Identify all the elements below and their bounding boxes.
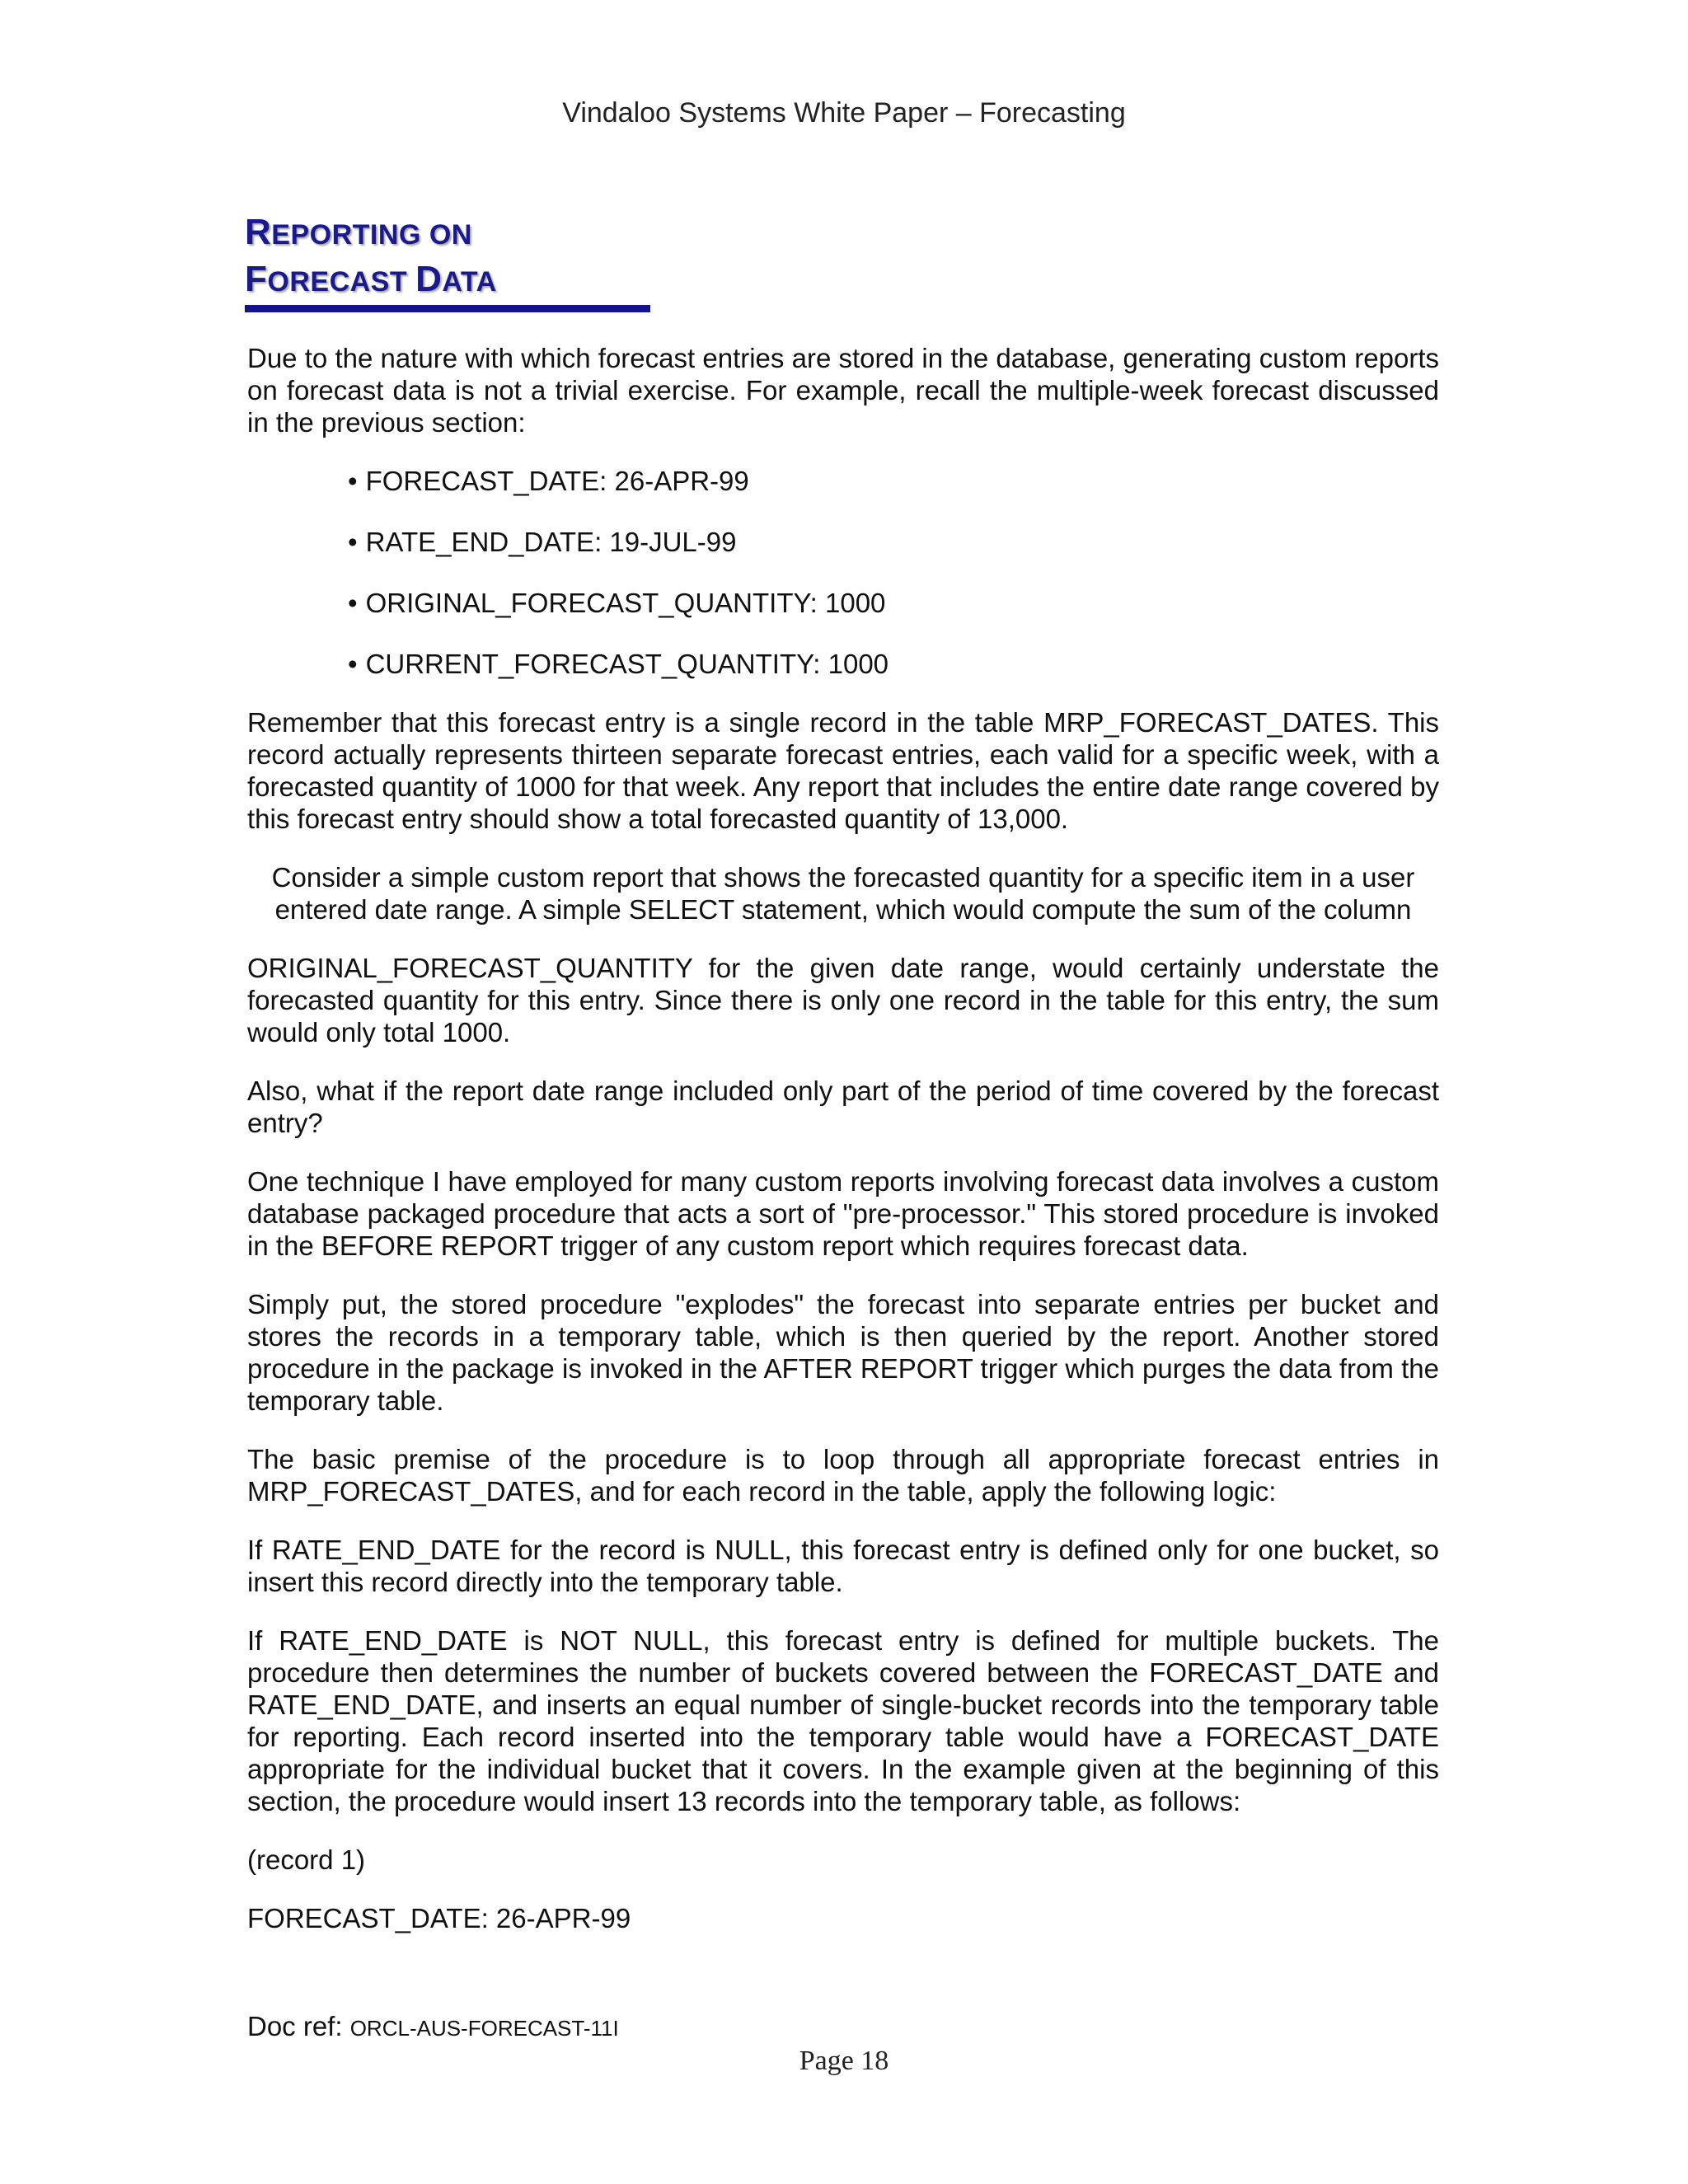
bullet-icon: •: [348, 649, 358, 679]
title-word: ON: [429, 219, 472, 251]
list-item-text: ORIGINAL_FORECAST_QUANTITY: 1000: [365, 588, 886, 618]
title-initial: F: [245, 259, 268, 299]
list-item-text: RATE_END_DATE: 19-JUL-99: [365, 527, 737, 557]
title-initial: R: [245, 212, 272, 252]
section-title-line-1: [245, 210, 497, 257]
title-initial: D: [415, 259, 443, 299]
bullet-icon: •: [348, 588, 358, 618]
page-number: Page 18: [799, 2046, 889, 2076]
bullet-list: [247, 465, 1439, 680]
paragraph: The basic premise of the procedure is to loop through all appropriate forecast entries in MRP_FORECAST_DATES, and for each record in the table, apply the following logic:: [247, 1444, 1439, 1507]
list-item-text: FORECAST_DATE: 26-APR-99: [365, 466, 749, 496]
section-title-line-2: [245, 257, 497, 304]
section-title: [245, 210, 497, 304]
list-item: [348, 526, 1439, 558]
paragraph: If RATE_END_DATE for the record is NULL, this forecast entry is defined only for one bucket, so insert this record directly into the temporary table.: [247, 1535, 1439, 1597]
bullet-icon: •: [348, 466, 358, 496]
paragraph: Simply put, the stored procedure "explodes" the forecast into separate entries per bucket and stores the records in a temporary table, which is then queried by the report. Another stored procedure in the package is invoked in the AFTER REPORT trigger which purges the data from the temporary table.: [247, 1289, 1439, 1416]
list-item: [348, 587, 1439, 619]
doc-ref-value: ORCL-AUS-FORECAST-11I: [349, 2016, 619, 2041]
title-underline: [245, 305, 650, 312]
title-word: ATA: [442, 266, 497, 298]
paragraph: One technique I have employed for many custom reports involving forecast data involves a custom database packaged procedure that acts a sort of "pre-processor." This stored procedure is invoked in the BEFORE REPORT trigger of any custom report which requires forecast data.: [247, 1166, 1439, 1261]
paragraph: Consider a simple custom report that shows the forecasted quantity for a specific item in a user entered date range. A simple SELECT statement, which would compute the sum of the column: [271, 862, 1415, 925]
paragraph: (record 1): [247, 1844, 366, 1875]
title-word: ORECAST: [267, 266, 416, 298]
paragraph: Due to the nature with which forecast entries are stored in the database, generating custom reports on forecast data is not a trivial exercise. For example, recall the multiple-week forecast discussed in the previous section:: [247, 343, 1439, 438]
title-word: EPORTING: [271, 219, 429, 251]
paragraph: Also, what if the report date range included only part of the period of time covered by the forecast entry?: [247, 1076, 1439, 1138]
list-item: [348, 465, 1439, 497]
paragraph: If RATE_END_DATE is NOT NULL, this forecast entry is defined for multiple buckets. The procedure then determines the number of buckets covered between the FORECAST_DATE and RATE_END_DATE, and inserts an equal number of single-bucket records into the temporary table for reporting. Each record inserted into the temporary table would have a FORECAST_DATE appropriate for the individual bucket that it covers. In the example given at the beginning of this section, the procedure would insert 13 records into the temporary table, as follows:: [247, 1625, 1439, 1816]
body-text: [247, 342, 1439, 1961]
paragraph: FORECAST_DATE: 26-APR-99: [247, 1903, 631, 1933]
running-header: Vindaloo Systems White Paper – Forecasting: [562, 97, 1126, 129]
paragraph: Remember that this forecast entry is a single record in the table MRP_FORECAST_DATES. This record actually represents thirteen separate forecast entries, each valid for a specific week, with a forecasted quantity of 1000 for that week. Any report that includes the entire date range covered by this forecast entry should show a total forecasted quantity of 13,000.: [247, 707, 1439, 834]
list-item: [348, 648, 1439, 680]
list-item-text: CURRENT_FORECAST_QUANTITY: 1000: [365, 649, 889, 679]
doc-ref-label: Doc ref:: [247, 2011, 350, 2041]
bullet-icon: •: [348, 527, 358, 557]
doc-reference: [247, 2011, 619, 2042]
paragraph: ORIGINAL_FORECAST_QUANTITY for the given date range, would certainly understate the forecasted quantity for this entry. Since there is only one record in the table for this entry, the sum would only total 1000.: [247, 953, 1439, 1047]
